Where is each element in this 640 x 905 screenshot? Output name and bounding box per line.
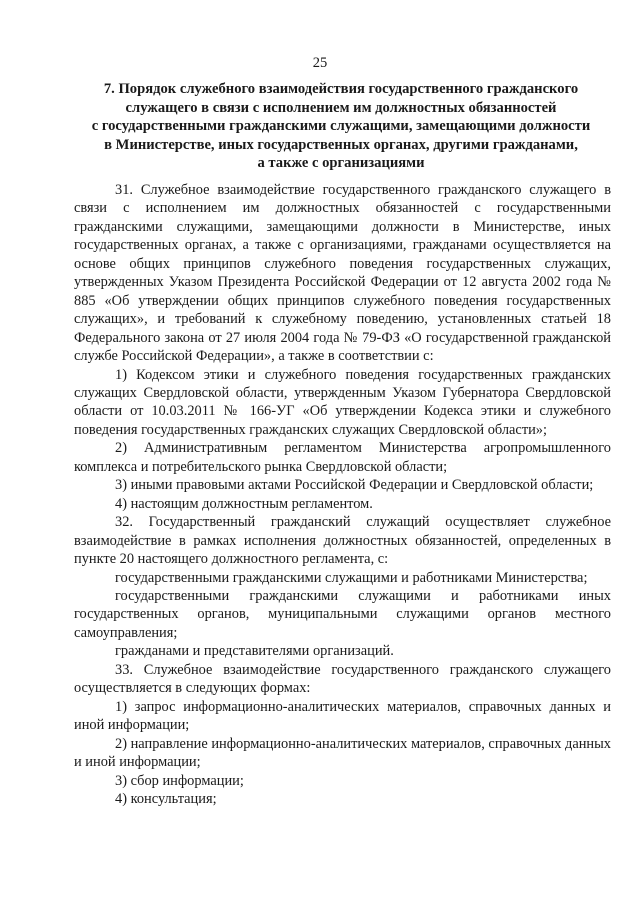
list-item-4: 4) консультация; [115, 790, 217, 807]
list-item-4: 4) настоящим должностным регламентом. [115, 495, 373, 512]
list-item-2: 2) направление информационно-аналитических материалов, справочных данных и иной информации; [74, 735, 611, 771]
heading-line: 7. Порядок служебного взаимодействия государственного гражданского [103, 81, 579, 97]
list-item-3: 3) сбор информации; [115, 772, 244, 789]
list-item-3: 3) иными правовыми актами Российской Федерации и Свердловской области; [115, 477, 594, 494]
heading-line: с государственными гражданскими служащими, замещающими должности [91, 118, 591, 135]
page-number: 25 [312, 55, 328, 71]
heading-line: а также с организациями [257, 155, 425, 172]
paragraph-32: 32. Государственный гражданский служащий осуществляет служебное взаимодействие в рамках исполнения должностных обязанностей, определенных в пункте 20 настоящего должностного регламента, с: [74, 514, 611, 568]
document-body [74, 181, 611, 808]
list-item-1: 1) Кодексом этики и служебного поведения государственных гражданских служащих Свердловской области, утвержденным Указом Губернатора Свердловской области от 10.03.2011 № 166-УГ «Об утверждении Кодекса этики и служебного поведения государственных гражданских служащих Свердловской области»; [74, 366, 611, 438]
paragraph-31: 31. Служебное взаимодействие государственного гражданского служащего в связи с исполнением им должностных обязанностей с государственными гражданскими служащими, замещающими должности в Министерстве, иных государственных органах, а также с организациями, гражданами осуществляется на основе общих принципов служебного поведения государственных служащих, утвержденных Указом Президента Российской Федерации от 12 августа 2002 года № 885 «Об утверждении общих принципов служебного поведения государственных служащих», и требований к служебному поведению, установленных статьей 18 Федерального закона от 27 июля 2004 года № 79-ФЗ «О государственной гражданской службе Российской Федерации», а также в соответствии с: [74, 182, 611, 365]
paragraph-33: 33. Служебное взаимодействие государственного гражданского служащего осуществляется в следующих формах: [74, 661, 611, 697]
list-item: государственными гражданскими служащими и работниками Министерства; [115, 569, 588, 586]
list-item: государственными гражданскими служащими и работниками иных государственных органов, муниципальными служащими органов местного самоуправления; [74, 587, 611, 641]
heading-line: в Министерстве, иных государственных органах, другими гражданами, [104, 136, 578, 153]
list-item: гражданами и представителями организаций. [115, 643, 394, 660]
list-item-1: 1) запрос информационно-аналитических материалов, справочных данных и иной информации; [74, 698, 611, 734]
section-heading [75, 80, 607, 173]
heading-line: служащего в связи с исполнением им должностных обязанностей [125, 99, 557, 116]
list-item-2: 2) Административным регламентом Министерства агропромышленного комплекса и потребительского рынка Свердловской области; [74, 440, 611, 475]
